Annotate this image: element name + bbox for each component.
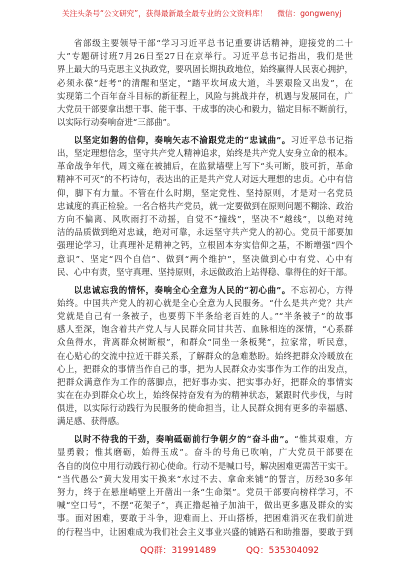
text-line: 实在在办到群众心坎上，始终保持奋发有为的精神状态，紧跟时代步伐，与时 xyxy=(57,390,353,401)
paragraph-loyalty xyxy=(57,134,353,279)
text-line: 界上最大的马克思主义执政党，要巩固长期执政地位，始终赢得人民衷心拥护， xyxy=(57,64,353,75)
text-line: 强理论学习，让真理补足精神之钙，立根固本夯实信仰之基，不断增强“四个 xyxy=(57,240,353,251)
text-line: 大”专题研讨班7月26日至27日在京举行。习近平总书记指出，我们是世 xyxy=(57,51,353,62)
header-wechat-id: 微信：gongwenyj xyxy=(277,9,342,18)
text-line-content: 不忘初心，方得 xyxy=(290,284,353,295)
text-line: 洁的品质做到绝对忠诚，绝对可靠，永远坚守共产党人的初心。党员干部要加 xyxy=(57,227,353,238)
text-line: 仰，脚下有力量。不管在什么时期，坚定党性、坚持原则，才是对一名党员 xyxy=(57,187,353,198)
text-line: 显勇毅；惟其磨砺，始得玉成”。奋斗的号角已吹响，广大党员干部要在 xyxy=(57,447,353,458)
text-line: 革命战争年代，周文雍在被捕后，在监狱墙壁上写下“头可断，肢可折，革命 xyxy=(57,161,353,172)
text-line: 喊“空口号”，不摆“花架子”，真正撸起袖子加油干，做出更多惠及群众的实 xyxy=(57,500,353,511)
text-line: 在心贴心的交流中拉近干群关系，了解群众的急难愁盼。始终把群众冷暖放在 xyxy=(57,350,353,361)
text-line-content: “惟其艰难，方 xyxy=(294,434,353,445)
text-line: 实现第二个百年奋斗目标的新征程上，风险与挑战并存，机遇与发展同在，广 xyxy=(57,90,353,101)
text-line: 众鱼得水，背离群众树断根”，和群众“同坐一条板凳”，拉家常，听民意， xyxy=(57,337,353,348)
footer-qq-group: QQ群：31991489 xyxy=(140,546,217,556)
watermark-header xyxy=(62,8,352,20)
header-promo-text: 关注头条号“公文研究”，获得最新最全最专业的公文资料库！ xyxy=(62,9,268,18)
text-line: 意识”、坚定“四个自信”、做到“两个维护”，坚决做到心中有党、心中有 xyxy=(57,253,353,264)
watermark-footer xyxy=(0,544,408,558)
section-lead-heading: 以时不待我的干劲，奏响砥砺前行争朝夕的“奋斗曲”。 xyxy=(73,434,295,445)
text-line: 必须永葆“赶考”的清醒和坚定，“踏平坎坷成大道，斗罢艰险又出发”，在 xyxy=(57,77,353,88)
paragraph-people xyxy=(57,284,353,429)
text-line: 大党员干部要拿出想干事、能干事、干成事的决心和毅力，锚定目标不断前行， xyxy=(57,103,353,114)
text-line: 始终。中国共产党人的初心就是全心全意为人民服务。“什么是共产党？共产 xyxy=(57,297,353,308)
text-line: 各自的岗位中用行动践行初心使命。行动不是喊口号，解决困难更需苦干实干。 xyxy=(57,460,353,471)
text-line: 俱进，以实际行动践行为民服务的使命担当，让人民群众拥有更多的幸福感、 xyxy=(57,403,353,414)
text-line: 忠诚度的真正检验。一名合格共产党员，就一定要做到在原则问题不糊涂、政治 xyxy=(57,200,353,211)
text-line: 感人至深，饱含着共产党人与人民群众同甘共苦、血脉相连的深情，“心系群 xyxy=(57,324,353,335)
text-line: 努力，终于在悬崖峭壁上开凿出一条“生命渠”。党员干部要向榜样学习，不 xyxy=(57,486,353,497)
paragraph-struggle xyxy=(57,433,353,539)
text-line: 心上，把群众的事情当作自己的事，把为人民群众办实事作为工作的出发点， xyxy=(57,363,353,374)
text-line: 民、心中有责，坚守真理、坚持原则，永远做政治上站得稳、靠得住的好干部。 xyxy=(57,266,353,277)
section-lead-heading: 以忠诚忘我的情怀，奏响全心全意为人民的“初心曲”。 xyxy=(73,284,291,295)
text-line: 精神不可灭”的不朽诗句，表达出的正是共产党人对远大理想的忠贞。心中有信 xyxy=(57,174,353,185)
text-line: 以实际行动奏响奋进“三部曲”。 xyxy=(57,117,176,128)
footer-qq: QQ：535304092 xyxy=(246,546,320,556)
text-line: 满足感、获得感。 xyxy=(57,416,125,427)
text-line: 把群众满意作为工作的落脚点，把好事办实、把实事办好，把群众的事情实 xyxy=(57,376,353,387)
text-line: 的行程当中，让困难成为我们社会主义事业兴盛的铺路石和助推器，要敢于到 xyxy=(57,526,353,537)
document-body xyxy=(57,37,353,543)
text-line: 党就是自己有一条被子，也要剪下半条给老百姓的人。”“半条被子”的故事 xyxy=(57,310,353,321)
text-line-content: 习近平总书记指 xyxy=(290,134,353,145)
section-lead-heading: 以坚定如磐的信仰，奏响矢志不渝跟党走的“忠诚曲”。 xyxy=(73,134,291,145)
text-line xyxy=(57,134,353,147)
text-line: 方向不偏离、风吹雨打不动摇，自觉不“撞线”，坚决不“越线”，以绝对纯 xyxy=(57,214,353,225)
text-line: 省部级主要领导干部“学习习近平总书记重要讲话精神，迎接党的二十 xyxy=(73,38,353,48)
text-line: 事。面对困难，要敢于斗争，迎难而上、开山搭桥，把困难消灭在我们前进 xyxy=(57,513,353,524)
text-line xyxy=(57,433,353,446)
text-line: 出，坚定理想信念，坚守共产党人精神追求，始终是共产党人安身立命的根本。 xyxy=(57,148,353,159)
paragraph-intro xyxy=(57,37,353,129)
text-line xyxy=(57,284,353,297)
text-line: “当代愚公”黄大发用实干换来“水过不去、拿命来铺”的誓言，历经30多年 xyxy=(57,473,353,484)
